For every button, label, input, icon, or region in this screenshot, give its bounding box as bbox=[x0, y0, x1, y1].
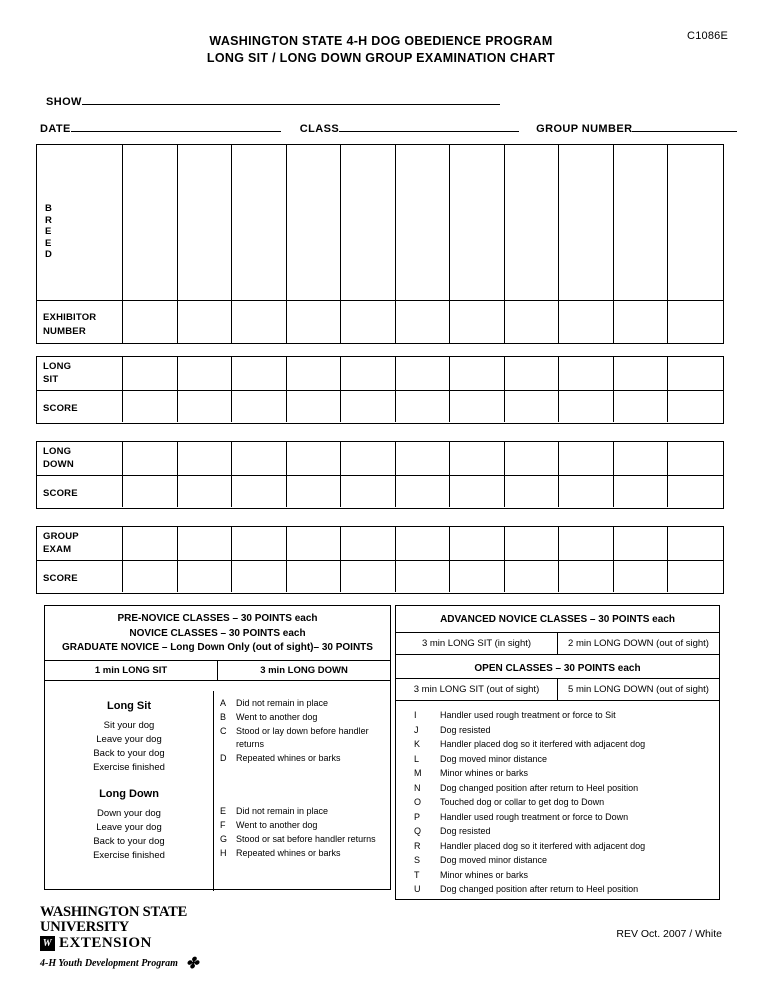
grid-entry-cell[interactable] bbox=[450, 476, 505, 507]
code-line bbox=[414, 782, 713, 795]
grid-entry-cell[interactable] bbox=[123, 561, 178, 592]
code-text: Minor whines or barks bbox=[440, 768, 529, 778]
grid-entry-cell[interactable] bbox=[505, 391, 560, 422]
code-letter: M bbox=[414, 768, 422, 778]
grid-entry-cell[interactable] bbox=[232, 527, 287, 560]
grid-entry-cell[interactable] bbox=[232, 561, 287, 592]
grid-entry-cell[interactable] bbox=[232, 357, 287, 390]
three-min-long-down: 3 min LONG DOWN bbox=[260, 664, 348, 676]
code-letter: P bbox=[414, 811, 421, 822]
code-text: Dog resisted bbox=[440, 826, 491, 836]
code-letter: S bbox=[414, 855, 421, 865]
code-line bbox=[220, 752, 386, 765]
code-text: Stood or lay down before handler returns bbox=[236, 725, 369, 749]
graduate-novice-heading: GRADUATE NOVICE – Long Down Only (out of sight)– 30 POINTS bbox=[62, 642, 373, 653]
grid-entry-cell[interactable] bbox=[614, 357, 669, 390]
grid-entry-cell[interactable] bbox=[178, 561, 233, 592]
grid-entry-cell[interactable] bbox=[178, 391, 233, 422]
grid-entry-cell[interactable] bbox=[396, 476, 451, 507]
grid-entry-cell[interactable] bbox=[232, 301, 287, 343]
extension-wordmark bbox=[40, 935, 270, 951]
left-box-times bbox=[45, 660, 390, 681]
grid-entry-cell[interactable] bbox=[287, 145, 342, 300]
novice-heading: NOVICE CLASSES – 30 POINTS each bbox=[129, 627, 306, 639]
class-input[interactable] bbox=[339, 119, 519, 132]
title-line-1: WASHINGTON STATE 4-H DOG OBEDIENCE PROGRAM bbox=[209, 34, 553, 48]
open-classes-times bbox=[396, 678, 719, 701]
grid-entry-cell[interactable] bbox=[450, 357, 505, 390]
grid-entry-cell[interactable] bbox=[505, 476, 560, 507]
grid-entry-cell[interactable] bbox=[668, 476, 723, 507]
right-classes-box bbox=[395, 605, 720, 900]
breed-row bbox=[37, 145, 723, 300]
code-line bbox=[414, 767, 713, 780]
code-text: Went to another dog bbox=[236, 711, 318, 722]
group-exam-score-label-cell bbox=[37, 561, 123, 592]
long-down-step-1: Down your dog bbox=[97, 807, 161, 819]
grid-entry-cell[interactable] bbox=[287, 527, 342, 560]
grid-entry-cell[interactable] bbox=[668, 301, 723, 343]
pre-novice-heading: PRE-NOVICE CLASSES – 30 POINTS each bbox=[117, 613, 318, 624]
long-down-step-2: Leave your dog bbox=[96, 821, 162, 833]
code-line bbox=[220, 697, 386, 710]
grid-entry-cell[interactable] bbox=[341, 145, 396, 300]
show-field-row bbox=[46, 92, 500, 108]
code-text: Touched dog or collar to get dog to Down bbox=[440, 797, 605, 807]
date-input[interactable] bbox=[71, 119, 281, 132]
date-class-group-row bbox=[40, 119, 737, 135]
advanced-long-down: 2 min LONG DOWN (out of sight) bbox=[568, 638, 709, 649]
right-deduction-codes bbox=[396, 701, 719, 896]
grid-entry-cell[interactable] bbox=[396, 442, 451, 475]
grid-entry-cell[interactable] bbox=[232, 476, 287, 507]
revision-text: REV Oct. 2007 / White bbox=[616, 928, 722, 940]
code-line bbox=[414, 825, 713, 838]
code-line bbox=[414, 796, 713, 809]
code-text: Handler used rough treatment or force to Sit bbox=[440, 710, 616, 720]
code-text: Dog resisted bbox=[440, 724, 491, 735]
long-down-label-cell bbox=[37, 442, 123, 475]
grid-entry-cell[interactable] bbox=[505, 527, 560, 560]
grid-entry-cell[interactable] bbox=[668, 357, 723, 390]
program-line bbox=[40, 955, 270, 972]
code-line bbox=[414, 753, 713, 766]
code-line bbox=[414, 709, 713, 722]
grid-entry-cell[interactable] bbox=[668, 391, 723, 422]
long-sit-label: LONG SIT bbox=[43, 361, 72, 385]
grid-entry-cell[interactable] bbox=[450, 391, 505, 422]
grid-entry-cell[interactable] bbox=[668, 442, 723, 475]
long-sit-row bbox=[37, 357, 723, 390]
grid-entry-cell[interactable] bbox=[396, 561, 451, 592]
long-sit-score-label-cell bbox=[37, 391, 123, 422]
show-label: SHOW bbox=[46, 96, 82, 108]
long-down-step-3: Back to your dog bbox=[93, 835, 165, 847]
grid-entry-cell[interactable] bbox=[123, 357, 178, 390]
date-label: DATE bbox=[40, 123, 71, 135]
grid-entry-cell[interactable] bbox=[614, 527, 669, 560]
class-label: CLASS bbox=[299, 123, 340, 135]
grid-entry-cell[interactable] bbox=[450, 442, 505, 475]
grid-entry-cell[interactable] bbox=[450, 527, 505, 560]
wsu-mark-icon: W bbox=[40, 936, 55, 951]
grid-entry-cell[interactable] bbox=[232, 391, 287, 422]
title-line-2: LONG SIT / LONG DOWN GROUP EXAMINATION CHART bbox=[206, 51, 556, 65]
code-line bbox=[414, 869, 713, 882]
grid-entry-cell[interactable] bbox=[341, 391, 396, 422]
grid-entry-cell[interactable] bbox=[287, 561, 342, 592]
program-label: 4-H Youth Development Program bbox=[40, 958, 178, 969]
grid-entry-cell[interactable] bbox=[123, 391, 178, 422]
grid-entry-cell[interactable] bbox=[123, 527, 178, 560]
grid-entry-cell[interactable] bbox=[341, 301, 396, 343]
open-long-sit: 3 min LONG SIT (out of sight) bbox=[396, 679, 558, 700]
open-long-down: 5 min LONG DOWN (out of sight) bbox=[568, 684, 709, 695]
grid-entry-cell[interactable] bbox=[341, 442, 396, 475]
grid-entry-cell[interactable] bbox=[178, 442, 233, 475]
long-down-label: LONG DOWN bbox=[43, 446, 74, 470]
four-h-clover-icon: ✤ bbox=[185, 955, 199, 972]
score-label: SCORE bbox=[43, 487, 78, 499]
code-letter: J bbox=[414, 724, 419, 735]
grid-entry-cell[interactable] bbox=[614, 476, 669, 507]
code-text: Did not remain in place bbox=[236, 697, 329, 708]
grid-entry-cell[interactable] bbox=[396, 301, 451, 343]
long-sit-label-cell bbox=[37, 357, 123, 390]
code-line bbox=[414, 738, 713, 751]
code-text: Minor whines or barks bbox=[440, 869, 529, 880]
exercise-steps-column bbox=[45, 691, 214, 891]
grid-entry-cell[interactable] bbox=[668, 527, 723, 560]
code-text: Dog changed position after return to Heel position bbox=[440, 884, 639, 894]
code-line bbox=[414, 854, 713, 867]
breed-label: B R E E D bbox=[45, 203, 53, 260]
group-exam-grid bbox=[36, 526, 724, 594]
grid-entry-cell[interactable] bbox=[287, 301, 342, 343]
grid-entry-cell[interactable] bbox=[178, 527, 233, 560]
code-text: Stood or sat before handler returns bbox=[236, 833, 376, 844]
group-exam-row bbox=[37, 527, 723, 560]
grid-entry-cell[interactable] bbox=[559, 442, 614, 475]
code-line bbox=[220, 805, 386, 818]
grid-entry-cell[interactable] bbox=[614, 391, 669, 422]
left-box-headings bbox=[45, 606, 390, 660]
grid-entry-cell[interactable] bbox=[123, 476, 178, 507]
exhibitor-number-row bbox=[37, 300, 723, 343]
long-sit-step-3: Back to your dog bbox=[93, 747, 165, 759]
grid-entry-cell[interactable] bbox=[450, 301, 505, 343]
grid-entry-cell[interactable] bbox=[396, 391, 451, 422]
grid-entry-cell[interactable] bbox=[178, 301, 233, 343]
group-exam-label-cell bbox=[37, 527, 123, 560]
code-spacer bbox=[220, 779, 386, 792]
page-title bbox=[0, 33, 762, 67]
long-down-steps-title: Long Down bbox=[99, 787, 159, 800]
code-line bbox=[414, 883, 713, 896]
grid-entry-cell[interactable] bbox=[559, 301, 614, 343]
grid-entry-cell[interactable] bbox=[614, 145, 669, 300]
score-label: SCORE bbox=[43, 402, 78, 414]
code-letter: T bbox=[414, 869, 420, 880]
code-letter: N bbox=[414, 782, 421, 793]
advanced-novice-heading: ADVANCED NOVICE CLASSES – 30 POINTS each bbox=[440, 614, 675, 625]
code-text: Dog changed position after return to Heel position bbox=[440, 782, 639, 793]
exhibitor-number-label: EXHIBITOR NUMBER bbox=[43, 312, 97, 337]
grid-entry-cell[interactable] bbox=[232, 145, 287, 300]
grid-entry-cell[interactable] bbox=[505, 357, 560, 390]
long-sit-step-1: Sit your dog bbox=[103, 719, 155, 731]
code-letter: B bbox=[220, 711, 227, 722]
code-text: Dog moved minor distance bbox=[440, 855, 548, 865]
grid-entry-cell[interactable] bbox=[614, 561, 669, 592]
one-min-long-sit: 1 min LONG SIT bbox=[45, 661, 218, 680]
code-line bbox=[220, 847, 386, 860]
grid-entry-cell[interactable] bbox=[559, 357, 614, 390]
group-exam-score-row bbox=[37, 560, 723, 592]
long-sit-steps-title: Long Sit bbox=[107, 699, 151, 712]
long-down-step-4: Exercise finished bbox=[93, 849, 165, 861]
grid-entry-cell[interactable] bbox=[559, 145, 614, 300]
code-letter: K bbox=[414, 739, 421, 749]
grid-entry-cell[interactable] bbox=[287, 391, 342, 422]
left-classes-box bbox=[44, 605, 391, 890]
code-letter: D bbox=[220, 752, 227, 763]
grid-entry-cell[interactable] bbox=[341, 357, 396, 390]
code-line bbox=[220, 711, 386, 724]
code-letter: F bbox=[220, 819, 226, 830]
code-letter: U bbox=[414, 884, 421, 894]
code-letter: A bbox=[220, 697, 227, 708]
grid-entry-cell[interactable] bbox=[668, 561, 723, 592]
grid-entry-cell[interactable] bbox=[614, 301, 669, 343]
left-deduction-codes bbox=[214, 691, 390, 891]
code-text: Did not remain in place bbox=[236, 805, 329, 816]
grid-entry-cell[interactable] bbox=[559, 391, 614, 422]
open-classes-heading: OPEN CLASSES – 30 POINTS each bbox=[474, 663, 641, 674]
code-letter: Q bbox=[414, 826, 422, 836]
code-letter: I bbox=[414, 710, 417, 720]
code-letter: H bbox=[220, 847, 227, 858]
long-sit-step-2: Leave your dog bbox=[96, 733, 162, 745]
code-letter: G bbox=[220, 833, 228, 844]
show-input[interactable] bbox=[82, 92, 500, 105]
grid-entry-cell[interactable] bbox=[559, 527, 614, 560]
grid-entry-cell[interactable] bbox=[178, 357, 233, 390]
grid-entry-cell[interactable] bbox=[505, 145, 560, 300]
extension-label: EXTENSION bbox=[59, 935, 152, 951]
grid-entry-cell[interactable] bbox=[559, 561, 614, 592]
grid-entry-cell[interactable] bbox=[178, 145, 233, 300]
code-line bbox=[414, 840, 713, 853]
long-sit-step-4: Exercise finished bbox=[93, 761, 165, 773]
code-spacer bbox=[220, 766, 386, 779]
code-text: Repeated whines or barks bbox=[236, 752, 341, 763]
grid-entry-cell[interactable] bbox=[396, 145, 451, 300]
document-code: C1086E bbox=[687, 30, 728, 42]
long-down-grid bbox=[36, 441, 724, 509]
grid-entry-cell[interactable] bbox=[341, 561, 396, 592]
code-text: Handler placed dog so it iterfered with adjacent dog bbox=[440, 840, 646, 851]
long-sit-score-row bbox=[37, 390, 723, 422]
code-line bbox=[220, 819, 386, 832]
code-text: Went to another dog bbox=[236, 819, 318, 830]
score-label: SCORE bbox=[43, 572, 78, 584]
grid-entry-cell[interactable] bbox=[505, 561, 560, 592]
code-letter: L bbox=[414, 753, 420, 764]
grid-entry-cell[interactable] bbox=[668, 145, 723, 300]
code-text: Repeated whines or barks bbox=[236, 847, 341, 858]
grid-entry-cell[interactable] bbox=[232, 442, 287, 475]
code-letter: O bbox=[414, 797, 422, 807]
wsu-name: WASHINGTON STATE UNIVERSITY bbox=[40, 904, 188, 935]
grid-entry-cell[interactable] bbox=[505, 442, 560, 475]
code-letter: C bbox=[220, 725, 227, 736]
code-text: Handler placed dog so it iterfered with adjacent dog bbox=[440, 739, 646, 749]
grid-entry-cell[interactable] bbox=[396, 527, 451, 560]
code-line bbox=[414, 724, 713, 737]
grid-entry-cell[interactable] bbox=[559, 476, 614, 507]
grid-entry-cell[interactable] bbox=[123, 145, 178, 300]
group-number-input[interactable] bbox=[632, 119, 737, 132]
grid-entry-cell[interactable] bbox=[341, 476, 396, 507]
left-box-body bbox=[45, 681, 390, 891]
grid-entry-cell[interactable] bbox=[450, 145, 505, 300]
group-exam-label: GROUP EXAM bbox=[43, 531, 79, 555]
advanced-novice-times bbox=[396, 632, 719, 655]
grid-entry-cell[interactable] bbox=[505, 301, 560, 343]
code-letter: R bbox=[414, 840, 421, 851]
grid-entry-cell[interactable] bbox=[450, 561, 505, 592]
grid-entry-cell[interactable] bbox=[178, 476, 233, 507]
advanced-long-sit: 3 min LONG SIT (in sight) bbox=[396, 633, 558, 654]
grid-entry-cell[interactable] bbox=[287, 442, 342, 475]
breed-label-cell bbox=[37, 145, 123, 300]
grid-entry-cell[interactable] bbox=[341, 527, 396, 560]
code-letter: E bbox=[220, 805, 227, 816]
grid-entry-cell[interactable] bbox=[396, 357, 451, 390]
grid-entry-cell[interactable] bbox=[287, 357, 342, 390]
long-sit-grid bbox=[36, 356, 724, 424]
wsu-extension-logo bbox=[40, 904, 270, 972]
breed-exhibitor-grid bbox=[36, 144, 724, 344]
long-down-score-row bbox=[37, 475, 723, 507]
exhibitor-number-label-cell bbox=[37, 301, 123, 343]
long-down-score-label-cell bbox=[37, 476, 123, 507]
code-line bbox=[414, 811, 713, 824]
code-line bbox=[220, 725, 386, 751]
code-text: Handler used rough treatment or force to Down bbox=[440, 811, 629, 822]
code-text: Dog moved minor distance bbox=[440, 753, 548, 764]
group-number-label: GROUP NUMBER bbox=[536, 123, 633, 135]
grid-entry-cell[interactable] bbox=[287, 476, 342, 507]
grid-entry-cell[interactable] bbox=[123, 301, 178, 343]
long-down-row bbox=[37, 442, 723, 475]
grid-entry-cell[interactable] bbox=[614, 442, 669, 475]
grid-entry-cell[interactable] bbox=[123, 442, 178, 475]
code-line bbox=[220, 833, 386, 846]
code-spacer bbox=[220, 792, 386, 805]
